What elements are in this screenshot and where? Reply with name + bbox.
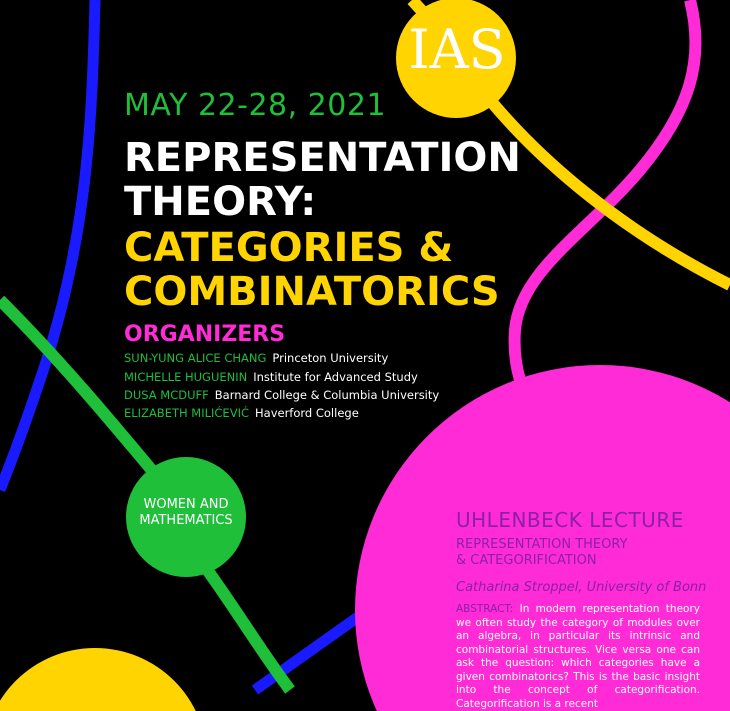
lecture-abstract <box>456 603 700 711</box>
organizer-name: MICHELLE HUGUENIN <box>124 370 248 384</box>
abstract-label: ABSTRACT: <box>456 603 514 615</box>
lecture-title <box>456 537 686 569</box>
organizers-heading: ORGANIZERS <box>124 322 286 347</box>
organizer-affiliation: Haverford College <box>255 406 359 420</box>
lecture-heading: UHLENBECK LECTURE <box>456 508 684 532</box>
organizer-row <box>124 388 439 402</box>
event-subtitle-line1: CATEGORIES & <box>124 225 454 271</box>
women-math-label: WOMEN AND MATHEMATICS <box>139 497 233 528</box>
event-title-line2: THEORY: <box>124 179 317 225</box>
event-subtitle-line2: COMBINATORICS <box>124 269 500 315</box>
event-date: MAY 22-28, 2021 <box>124 88 387 123</box>
blue-curve <box>0 0 95 490</box>
organizer-name: DUSA MCDUFF <box>124 388 209 402</box>
organizer-name: ELIZABETH MILIĆEVIĆ <box>124 406 249 420</box>
event-title-line1: REPRESENTATION <box>124 135 521 181</box>
organizer-row <box>124 406 359 420</box>
organizer-affiliation: Institute for Advanced Study <box>253 370 418 384</box>
ias-logo: IAS <box>408 18 506 81</box>
event-subtitle <box>124 226 500 314</box>
organizer-row <box>124 351 388 365</box>
blue-line-bottom <box>255 612 365 690</box>
yellow-line-right <box>490 100 730 285</box>
green-line-bottom <box>200 560 290 690</box>
organizer-affiliation: Princeton University <box>272 351 389 365</box>
organizer-affiliation: Barnard College & Columbia University <box>214 388 440 402</box>
lecture-title-line2: & CATEGORIFICATION <box>456 553 597 568</box>
lecture-title-line1: REPRESENTATION THEORY <box>456 537 628 552</box>
lecture-speaker: Catharina Stroppel, University of Bonn <box>456 580 707 595</box>
organizer-name: SUN-YUNG ALICE CHANG <box>124 351 267 365</box>
abstract-text: In modern representation theory we often study the category of modules over an algebra, in particular its intrinsic and combinatorial structures. Vice versa one can ask the question: which categories have a given combinatorics? This is the basic insight into the concept of categorification. Categorification is a recent <box>456 603 700 710</box>
yellow-bottom-circle <box>0 648 207 711</box>
organizer-row <box>124 370 418 384</box>
event-title <box>124 136 521 224</box>
